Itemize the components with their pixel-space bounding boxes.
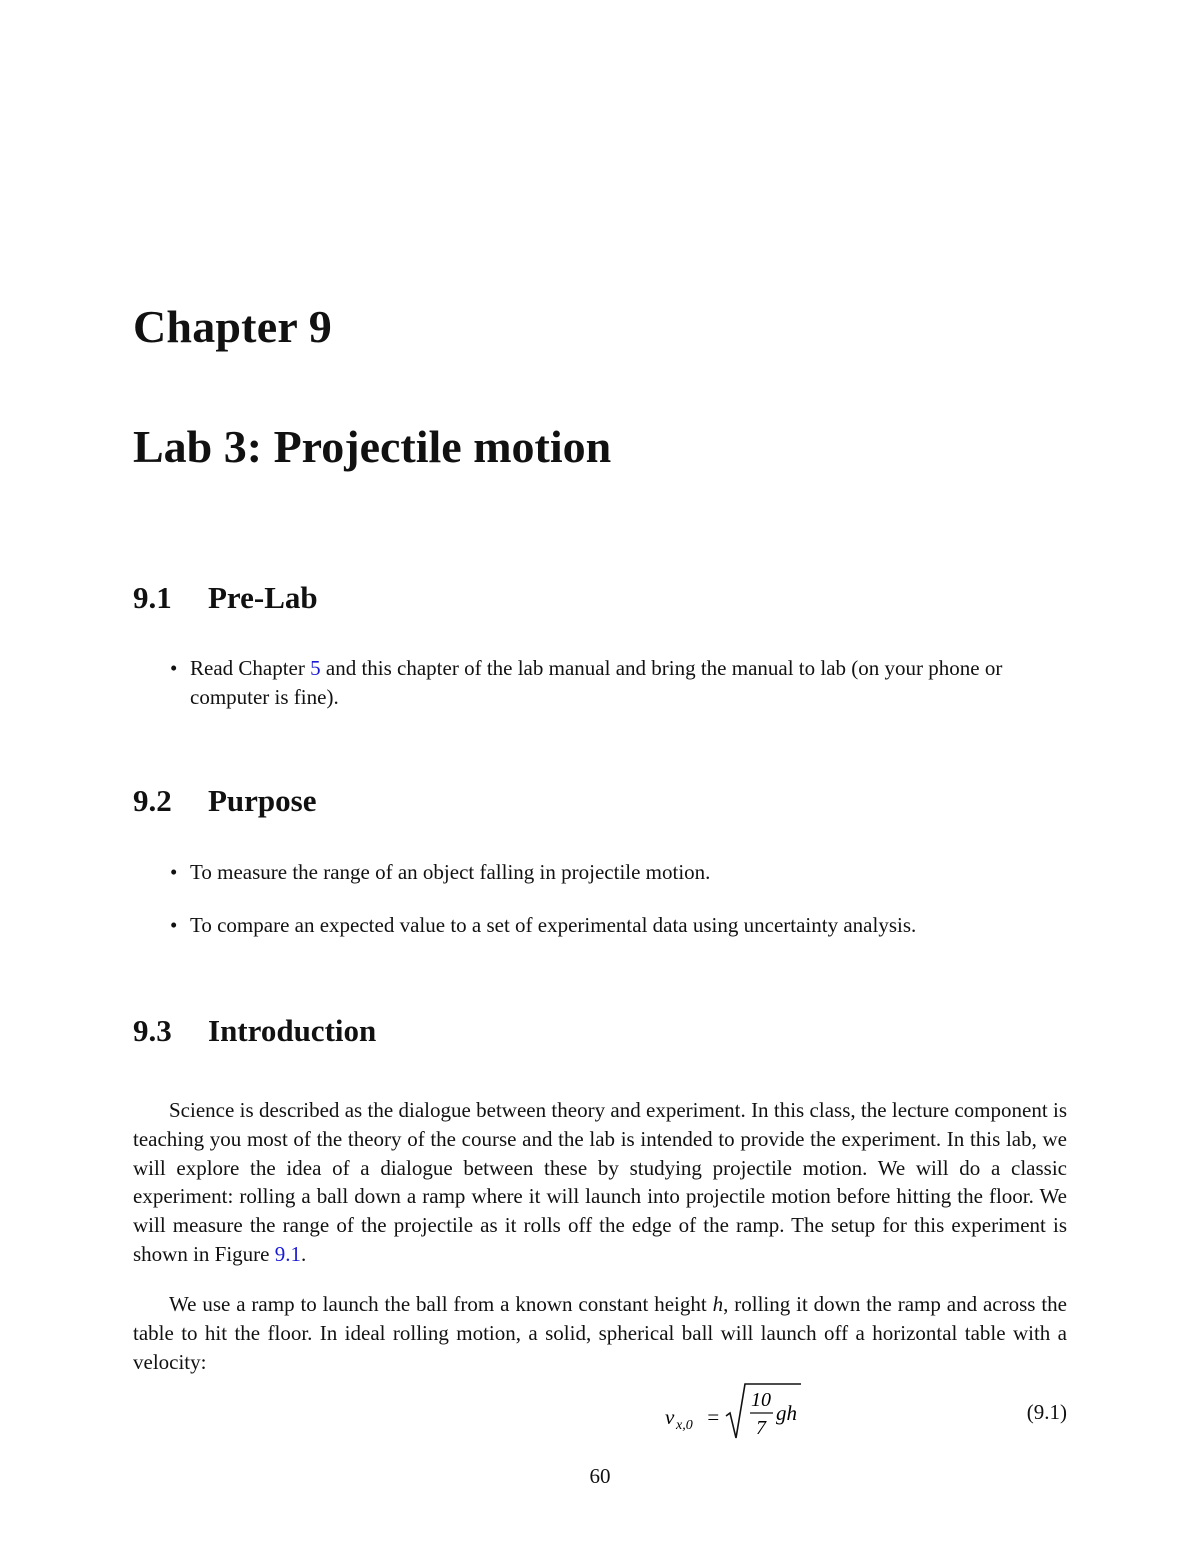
section-title: Pre-Lab	[208, 580, 318, 615]
equation-number: (9.1)	[1026, 1400, 1067, 1424]
bullet-icon: •	[170, 860, 178, 884]
section-title: Purpose	[208, 783, 317, 818]
paragraph-text: , rolling it down the ramp and across the table to hit the floor. In ideal rolling motion, a solid, spherical ball will launch off a horizontal table with a velocity:	[133, 1292, 1067, 1374]
section-number: 9.1	[133, 580, 172, 615]
bullet-text: and this chapter of the lab manual and bring the manual to lab (on your phone or computer is fine).	[190, 656, 1003, 709]
paragraph-text: Science is described as the dialogue between theory and experiment. In this class, the lecture component is teaching you most of the theory of the course and the lab is intended to provide the experiment. In this lab, we will explore the idea of a dialogue between these by studying projectile motion. We will do a classic experiment: rolling a ball down a ramp where it will launch into projectile motion before hitting the floor. We will measure the range of the projectile as it rolls off the edge of the ramp. The setup for this experiment is shown in Figure	[133, 1098, 1067, 1266]
paragraph-text: .	[301, 1241, 307, 1266]
section-heading-introduction	[133, 1013, 376, 1049]
section-number: 9.3	[133, 1013, 172, 1048]
bullet-icon: •	[170, 913, 178, 937]
chapter-link[interactable]: 5	[310, 656, 321, 680]
eq-numerator: 10	[751, 1389, 771, 1411]
height-variable: h	[712, 1292, 724, 1316]
list-item	[168, 654, 1068, 712]
bullet-text: To measure the range of an object falling in projectile motion.	[190, 860, 711, 884]
prelab-bullet-list	[168, 654, 1068, 712]
purpose-bullet-list	[168, 858, 1068, 940]
intro-paragraph-1	[133, 1096, 1067, 1269]
section-title: Introduction	[208, 1013, 377, 1048]
page-number: 60	[589, 1464, 611, 1488]
figure-link[interactable]: 9.1	[274, 1241, 301, 1266]
section-heading-prelab	[133, 580, 318, 616]
eq-lhs-var: v	[665, 1405, 675, 1429]
eq-denominator: 7	[756, 1417, 766, 1439]
list-item	[168, 911, 1068, 940]
eq-lhs-subscript: x,0	[676, 1418, 693, 1433]
chapter-title: Lab 3: Projectile motion	[133, 421, 612, 472]
intro-paragraph-2	[133, 1290, 1067, 1376]
eq-equals: =	[706, 1405, 721, 1429]
list-item	[168, 858, 1068, 887]
equation-9-1	[133, 1376, 1067, 1446]
eq-tail: gh	[776, 1401, 797, 1425]
section-number: 9.2	[133, 783, 172, 818]
paragraph-text: We use a ramp to launch the ball from a known constant height	[169, 1292, 713, 1316]
equation-svg	[665, 1376, 815, 1446]
chapter-label: Chapter 9	[133, 301, 333, 352]
section-heading-purpose	[133, 783, 317, 819]
bullet-text: To compare an expected value to a set of experimental data using uncertainty analysis.	[190, 913, 917, 937]
bullet-icon: •	[170, 656, 178, 680]
bullet-text: Read Chapter	[190, 656, 311, 680]
